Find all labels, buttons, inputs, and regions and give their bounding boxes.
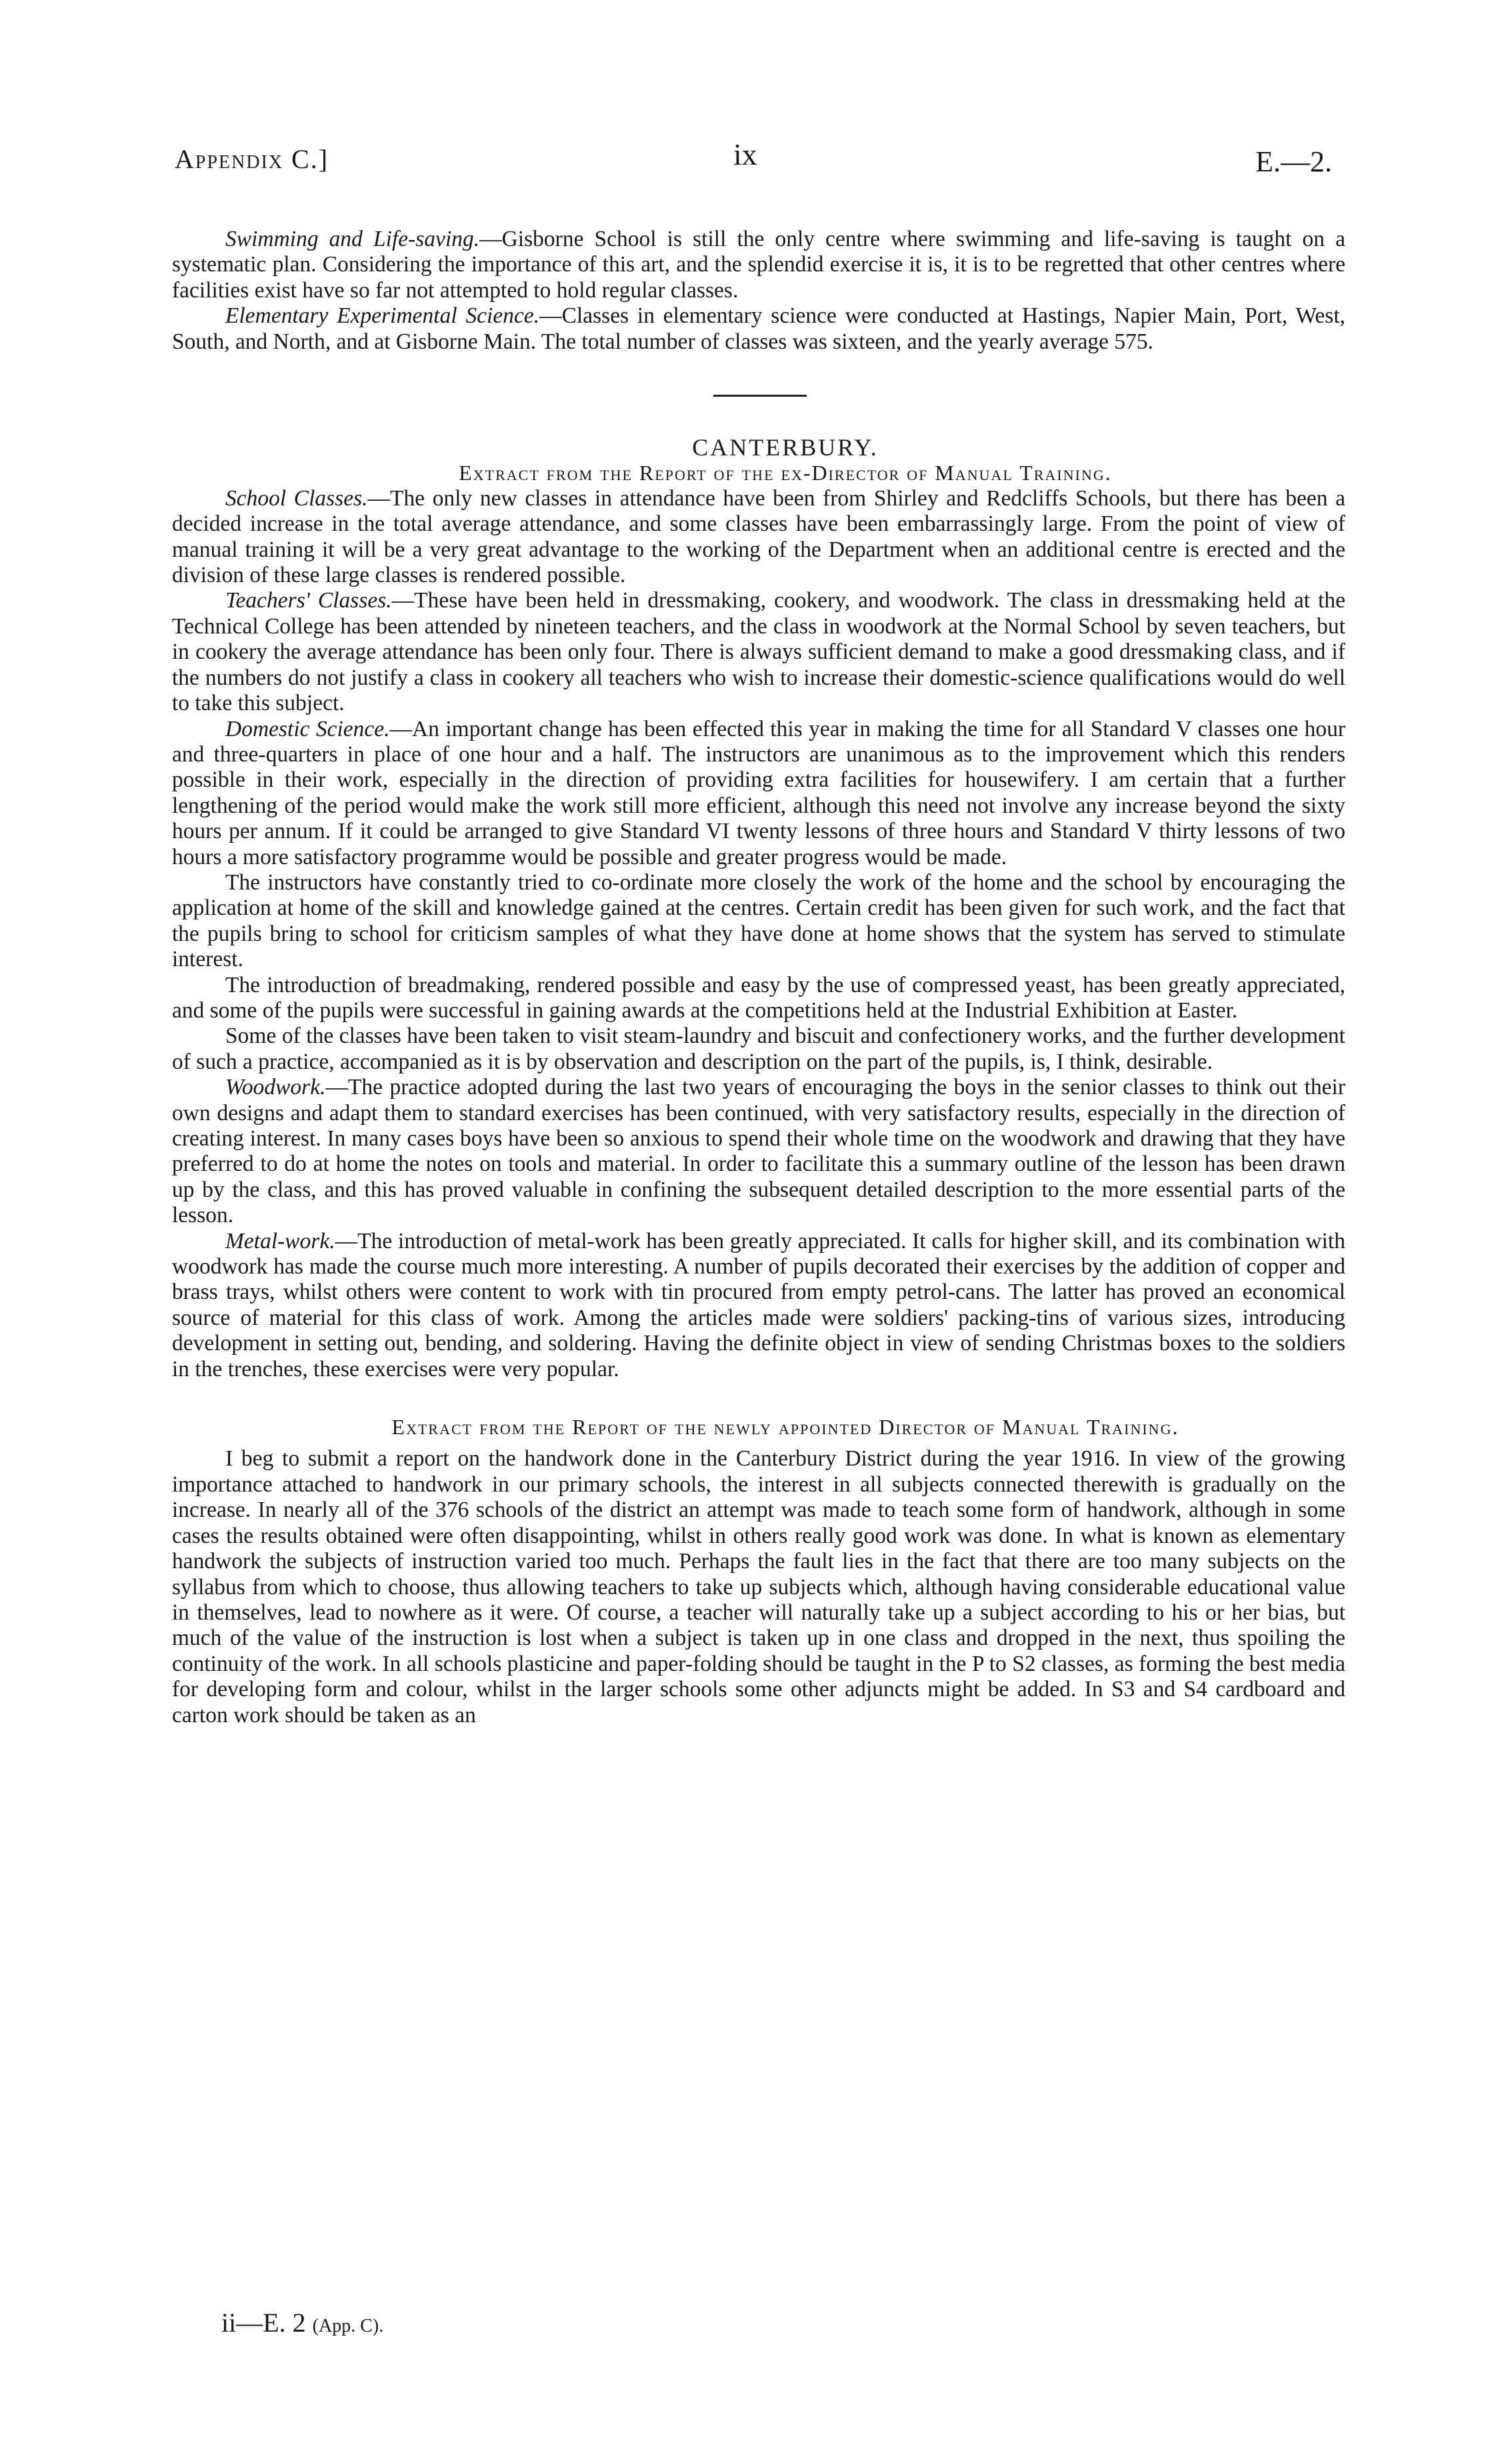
paragraph-swimming-text: —Gisborne School is still the only centre where swimming and life-saving is taught on a systematic plan. Considering the importance of this art, and the splendid exercise it is, it is to be regretted that other centres where facilities exist have so far not attempted to hold regular classes. — [172, 227, 1346, 303]
signature-mark — [221, 2307, 383, 2338]
paragraph-metal-work-text: —The introduction of metal-work has been greatly appreciated. It calls for higher skill, and its combination with woodwork has made the course much more interesting. A number of pupils decorated their exercises by the addition of copper and brass trays, whilst others were content to work with tin procured from empty petrol-cans. The latter has proved an economical source of material for this class of work. Among the articles made were soldiers' packing-tins of various sizes, introducing development in setting out, bending, and soldering. Having the definite object in view of sending Christmas boxes to the soldiers in the trenches, these exercises were very popular. — [172, 1228, 1345, 1382]
paragraph-swimming — [172, 227, 1345, 303]
extract-heading-ex-director: Extract from the Report of the ex-Director of Manual Training. — [459, 461, 1112, 485]
header-page-number: ix — [733, 137, 757, 171]
paragraph-science — [172, 303, 1345, 355]
paragraph-domestic-science — [172, 717, 1345, 870]
paragraph-school-classes-text: —The only new classes in attendance have been from Shirley and Redcliffs Schools, but there has been a decided increase in the total average attendance, and some classes have been embarrassingly large. From the point of view of manual training it will be a very great advantage to the working of the Department when an additional centre is erected and the division of these large classes is rendered possible. — [172, 485, 1346, 588]
paragraph-science-text: —Classes in elementary science were conducted at Hastings, Napier Main, Port, West, South, and North, and at Gisborne Main. The total number of classes was sixteen, and the yearly average 575. — [172, 303, 1346, 354]
signature-sub: (App. C). — [312, 2316, 384, 2336]
document-body — [172, 227, 1345, 1728]
paragraph-woodwork-text: —The practice adopted during the last two years of encouraging the boys in the senior classes to think out their own designs and adapt them to standard exercises has been continued, with very satisfactory results, especially in the direction of creating interest. In many cases boys have been so anxious to spend their whole time on the woodwork and drawing that they have preferred to do at home the notes on tools and material. In order to facilitate this a summary outline of the lesson has been drawn up by the class, and this has proved valuable in confining the subsequent detailed description to the more essential parts of the lesson. — [172, 1075, 1345, 1228]
paragraph-instructors: The instructors have constantly tried to co-ordinate more closely the work of the home and the school by encouraging the application at home of the skill and knowledge gained at the centres. Certain credit has been given for such work, and the fact that the pupils bring to school for criticism samples of what they have done at home shows that the system has served to stimulate interest. — [172, 869, 1345, 972]
signature-main: ii—E. 2 — [221, 2308, 306, 2338]
running-header — [0, 137, 1512, 183]
subheading-school-classes: School Classes. — [225, 485, 368, 511]
paragraph-teachers-classes — [172, 588, 1345, 716]
subheading-domestic-science: Domestic Science. — [225, 716, 390, 741]
header-appendix: Appendix C.] — [175, 144, 329, 174]
paragraph-visits: Some of the classes have been taken to visit steam-laundry and biscuit and confectionery works, and the further development of such a practice, accompanied as it is by observation and description on the part of the pupils, is, I think, desirable. — [172, 1023, 1345, 1074]
subheading-teachers-classes: Teachers' Classes. — [225, 588, 392, 613]
section-divider-wrap — [172, 355, 1345, 435]
subheading-science: Elementary Experimental Science. — [225, 303, 540, 329]
subheading-metal-work: Metal-work. — [225, 1228, 335, 1254]
paragraph-woodwork — [172, 1075, 1345, 1228]
subheading-woodwork: Woodwork. — [225, 1075, 326, 1100]
paragraph-school-classes — [172, 486, 1345, 589]
paragraph-metal-work — [172, 1229, 1345, 1382]
paragraph-report: I beg to submit a report on the handwork done in the Canterbury District during the year 1916. In view of the growing importance attached to handwork in our primary schools, the interest in all subjects connected therewith is gradually on the increase. In nearly all of the 376 schools of the district an attempt was made to teach some form of handwork, although in some cases the results obtained were often disappointing, whilst in others really good work was done. In what is known as elementary handwork the subjects of instruction varied too much. Perhaps the fault lies in the fact that there are too many subjects on the syllabus from which to choose, thus allowing teachers to take up subjects which, although having considerable educational value in themselves, lead to nowhere as it were. Of course, a teacher will naturally take up a subject according to his or her bias, but much of the value of the instruction is lost when a subject is taken up in one class and dropped in the next, thus spoiling the continuity of the work. In all schools plasticine and paper-folding should be taught in the P to S2 classes, as forming the best media for developing form and colour, whilst in the larger schools some other adjuncts might be added. In S3 and S4 cardboard and carton work should be taken as an — [172, 1446, 1345, 1728]
extract-heading-new-director: Extract from the Report of the newly appointed Director of Manual Training. — [391, 1415, 1179, 1440]
subheading-swimming: Swimming and Life-saving. — [225, 227, 480, 251]
paragraph-domestic-science-text: —An important change has been effected this year in making the time for all Standard V classes one hour and three-quarters in place of one hour and a half. The instructors are unanimous as to the improvement which this renders possible in their work, especially in the direction of providing extra facilities for housewifery. I am certain that a further lengthening of the period would make the work still more efficient, although this need not involve any increase beyond the sixty hours per annum. If it could be arranged to give Standard VI twenty lessons of three hours and Standard V thirty lessons of two hours a more satisfactory programme would be possible and greater progress would be made. — [172, 716, 1346, 869]
paragraph-teachers-classes-text: —These have been held in dressmaking, cookery, and woodwork. The class in dressmaking held at the Technical College has been attended by nineteen teachers, and the class in woodwork at the Normal School by seven teachers, but in cookery the average attendance has been only four. There is always sufficient demand to make a good dressmaking class, and if the numbers do not justify a class in cookery all teachers who wish to increase their domestic-science qualifications would do well to take this subject. — [172, 588, 1345, 716]
section-title-canterbury: CANTERBURY. — [692, 434, 879, 461]
paragraph-breadmaking: The introduction of breadmaking, rendered possible and easy by the use of compressed yeast, has been greatly appreciated, and some of the pupils were successful in gaining awards at the competitions held at the Industrial Exhibition at Easter. — [172, 972, 1345, 1023]
section-divider — [713, 395, 807, 397]
header-paper-code: E.—2. — [1255, 145, 1332, 178]
